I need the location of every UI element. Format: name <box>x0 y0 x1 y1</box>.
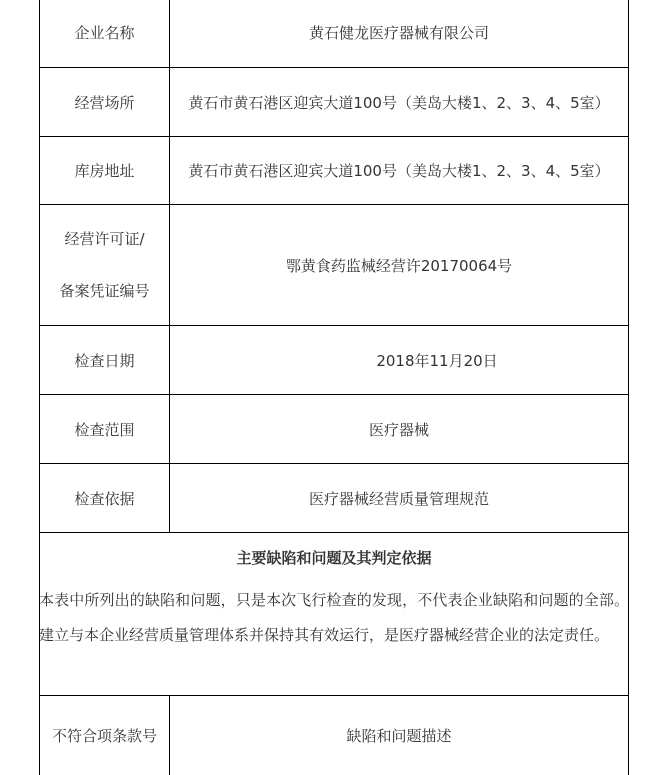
row-value: 医疗器械 <box>368 420 429 439</box>
table-row <box>40 205 628 326</box>
section-paragraph: 本表中所列出的缺陷和问题，只是本次飞行检查的发现，不代表企业缺陷和问题的全部。建立与本企业经营质量管理体系并保持其有效运行，是医疗器械经营企业的法定责任。 <box>39 591 629 644</box>
row-label: 企业名称 <box>40 0 170 67</box>
table-row <box>40 137 628 205</box>
row-label: 检查依据 <box>40 464 170 532</box>
row-label: 经营场所 <box>40 68 170 136</box>
row-label: 检查日期 <box>40 326 170 394</box>
column-header: 缺陷和问题描述 <box>346 727 452 745</box>
row-value: 2018年11月20日 <box>376 351 498 370</box>
row-label: 检查范围 <box>40 395 170 463</box>
row-value: 黄石健龙医疗器械有限公司 <box>308 24 489 42</box>
row-label-line: 备案凭证编号 <box>59 282 150 300</box>
row-value: 鄂黄食药监械经营许20170064号 <box>285 256 513 275</box>
section-heading: 主要缺陷和问题及其判定依据 <box>236 549 432 567</box>
table-row <box>40 464 628 533</box>
row-label <box>40 205 170 325</box>
row-value: 黄石市黄石港区迎宾大道100号（美岛大楼1、2、3、4、5室） <box>188 162 610 180</box>
table-row <box>40 68 628 137</box>
row-value: 黄石市黄石港区迎宾大道100号（美岛大楼1、2、3、4、5室） <box>188 93 610 112</box>
row-label: 库房地址 <box>40 137 170 204</box>
table-row <box>40 395 628 464</box>
table-row <box>40 0 628 68</box>
table-header-row <box>40 695 628 775</box>
section-block <box>40 533 628 685</box>
row-value: 医疗器械经营质量管理规范 <box>308 489 489 508</box>
table-row <box>40 326 628 395</box>
inspection-table <box>39 0 629 775</box>
column-header: 不符合项条款号 <box>40 696 170 775</box>
row-label-line: 经营许可证/ <box>64 230 145 248</box>
